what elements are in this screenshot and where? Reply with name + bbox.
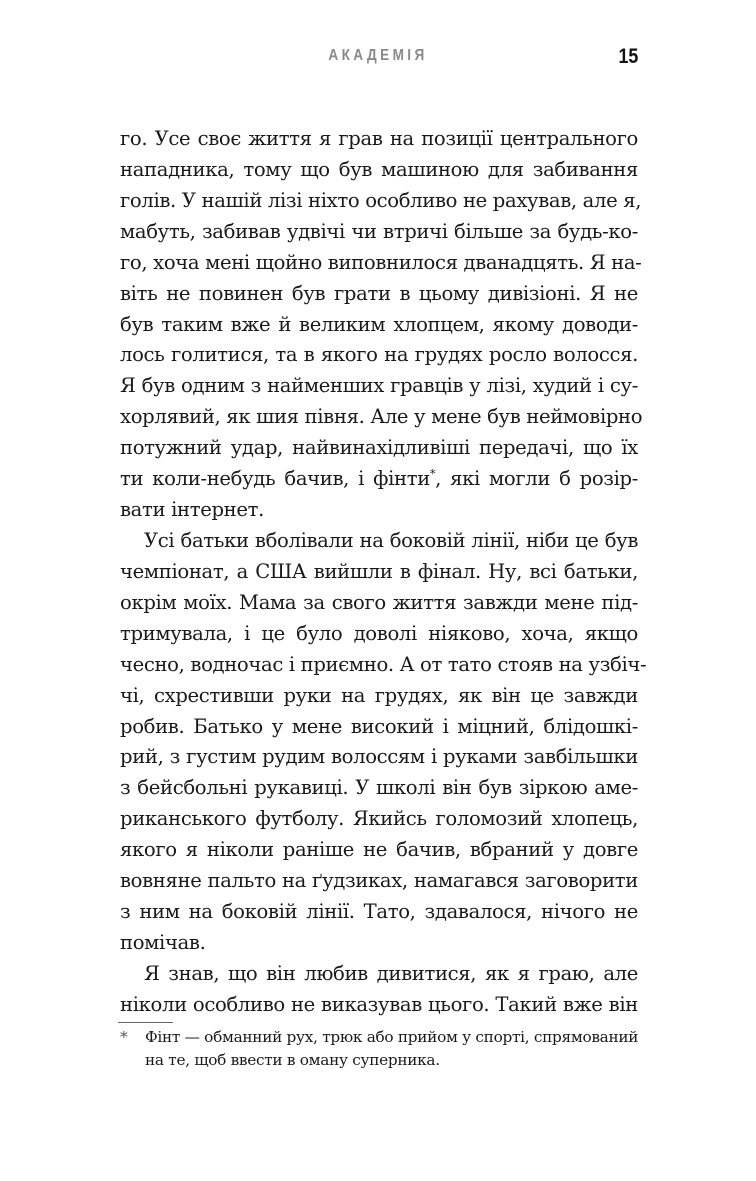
text-line: чесно, водночас і приємно. А от тато стояв на узбіч-	[120, 652, 647, 676]
text-fragment: ти коли-небудь бачив, і фінти	[120, 467, 430, 491]
footnote	[120, 1026, 640, 1072]
text-line: ніколи особливо не виказував цього. Такий вже він	[120, 992, 638, 1016]
running-head	[0, 45, 756, 71]
paragraph	[120, 526, 647, 959]
text-line: робив. Батько у мене високий і міцний, блідошкі-	[120, 714, 638, 738]
text-line: окрім моїх. Мама за свого життя завжди мене під-	[120, 590, 638, 614]
paragraph	[120, 959, 638, 1021]
text-line: був таким вже й великим хлопцем, якому доводи-	[120, 312, 638, 336]
text-line: якого я ніколи раніше не бачив, вбраний у довге	[120, 838, 638, 862]
text-line: з ним на боковій лінії. Тато, здавалося, нічого не	[120, 900, 638, 924]
footnote-divider	[118, 1022, 173, 1023]
text-line: вовняне пальто на ґудзиках, намагався заговорити	[120, 869, 638, 893]
text-line: голів. У нашій лізі ніхто особливо не рахував, але я,	[120, 188, 642, 212]
text-line: чемпіонат, а США вийшли в фінал. Ну, всі батьки,	[120, 559, 638, 583]
footnote-text: Фінт — обманний рух, трюк або прийом у спорті, спрямований на те, щоб ввести в оману суперника.	[145, 1028, 639, 1069]
text-line: мабуть, забивав удвічі чи втричі більше за будь-ко-	[120, 219, 638, 243]
text-line: рий, з густим рудим волоссям і руками завбільшки	[120, 745, 638, 769]
text-line: чі, схрестивши руки на грудях, як він це завжди	[120, 683, 638, 707]
paragraph	[120, 124, 643, 526]
text-line: з бейсбольні рукавиці. У школі він був зіркою аме-	[120, 776, 638, 800]
text-line: нападника, тому що був машиною для забивання	[120, 157, 638, 181]
text-line: віть не повинен був грати в цьому дивізіоні. Я не	[120, 281, 638, 305]
text-line: тримувала, і це було доволі ніяково, хоча, якщо	[120, 621, 638, 645]
text-line	[120, 464, 638, 495]
text-line: Я був одним з найменших гравців у лізі, худий і су-	[120, 374, 638, 398]
footnote-reference: *	[429, 467, 436, 481]
text-line: вати інтернет.	[120, 498, 264, 522]
chapter-title: АКАДЕМІЯ	[328, 47, 428, 64]
text-line: го. Усе своє життя я грав на позиції центрального	[120, 127, 638, 150]
text-line: риканського футболу. Якийсь голомозий хлопець,	[120, 807, 638, 831]
text-line: помічав.	[120, 930, 206, 954]
text-line: го, хоча мені щойно виповнилося дванадцять. Я на-	[120, 250, 642, 274]
text-fragment: , які могли б розір-	[435, 467, 639, 491]
text-line: лось голитися, та в якого на грудях росло волосся.	[120, 343, 638, 367]
text-line: Усі батьки вболівали на боковій лінії, ніби це був	[144, 528, 638, 552]
text-line: Я знав, що він любив дивитися, як я граю, але	[144, 961, 638, 985]
page-number: 15	[618, 45, 638, 68]
footnote-marker: *	[120, 1028, 128, 1046]
text-line: потужний удар, найвинахідливіші передачі, що їх	[120, 436, 638, 460]
body-text	[120, 124, 647, 1021]
text-line: хорлявий, як шия півня. Але у мене був неймовірно	[120, 405, 643, 429]
